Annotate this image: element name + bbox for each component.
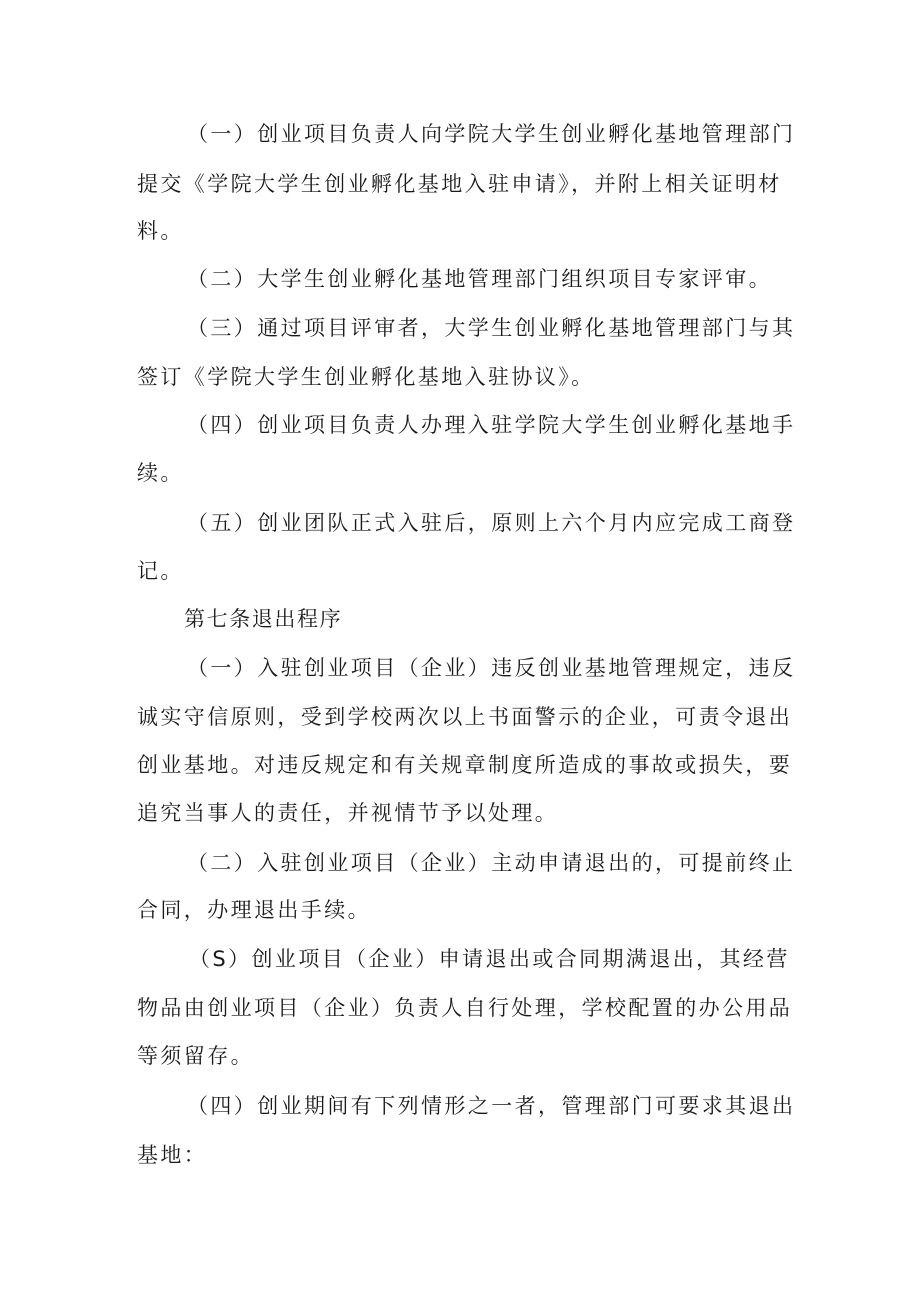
paragraph-line: 基地： bbox=[137, 1143, 208, 1167]
paragraph-line: （一）创业项目负责人向学院大学生创业孵化基地管理部门 bbox=[187, 122, 796, 146]
paragraph-line: （一）入驻创业项目（企业）违反创业基地管理规定，违反 bbox=[187, 656, 796, 680]
paragraph-line: （二）入驻创业项目（企业）主动申请退出的，可提前终止 bbox=[187, 851, 796, 875]
paragraph-line: （五）创业团队正式入驻后，原则上六个月内应完成工商登 bbox=[187, 511, 796, 535]
paragraph-line: （四）创业期间有下列情形之一者，管理部门可要求其退出 bbox=[187, 1094, 796, 1118]
paragraph-line: （S）创业项目（企业）申请退出或合同期满退出，其经营 bbox=[189, 947, 790, 971]
paragraph-line: （四）创业项目负责人办理入驻学院大学生创业孵化基地手 bbox=[187, 413, 796, 437]
paragraph-line: 记。 bbox=[137, 559, 184, 583]
paragraph-line: 诚实守信原则，受到学校两次以上书面警示的企业，可责令退出 bbox=[137, 705, 793, 729]
paragraph-line: 续。 bbox=[137, 461, 184, 485]
paragraph-line: 创业基地。对违反规定和有关规章制度所造成的事故或损失，要 bbox=[137, 753, 793, 777]
section-heading: 第七条退出程序 bbox=[184, 607, 343, 631]
paragraph-line: 签订《学院大学生创业孵化基地入驻协议》。 bbox=[137, 365, 595, 389]
paragraph-line: （三）通过项目评审者，大学生创业孵化基地管理部门与其 bbox=[187, 316, 796, 340]
paragraph-line: 料。 bbox=[137, 219, 184, 243]
paragraph-line: 物品由创业项目（企业）负责人自行处理，学校配置的办公用品 bbox=[137, 996, 793, 1020]
paragraph-line: 提交《学院大学生创业孵化基地入驻申请》，并附上相关证明材 bbox=[137, 172, 782, 196]
paragraph-line: （二）大学生创业孵化基地管理部门组织项目专家评审。 bbox=[187, 267, 772, 291]
paragraph-line: 追究当事人的责任，并视情节予以处理。 bbox=[137, 801, 559, 825]
paragraph-line: 合同，办理退出手续。 bbox=[137, 898, 371, 922]
paragraph-line: 等须留存。 bbox=[137, 1044, 254, 1068]
